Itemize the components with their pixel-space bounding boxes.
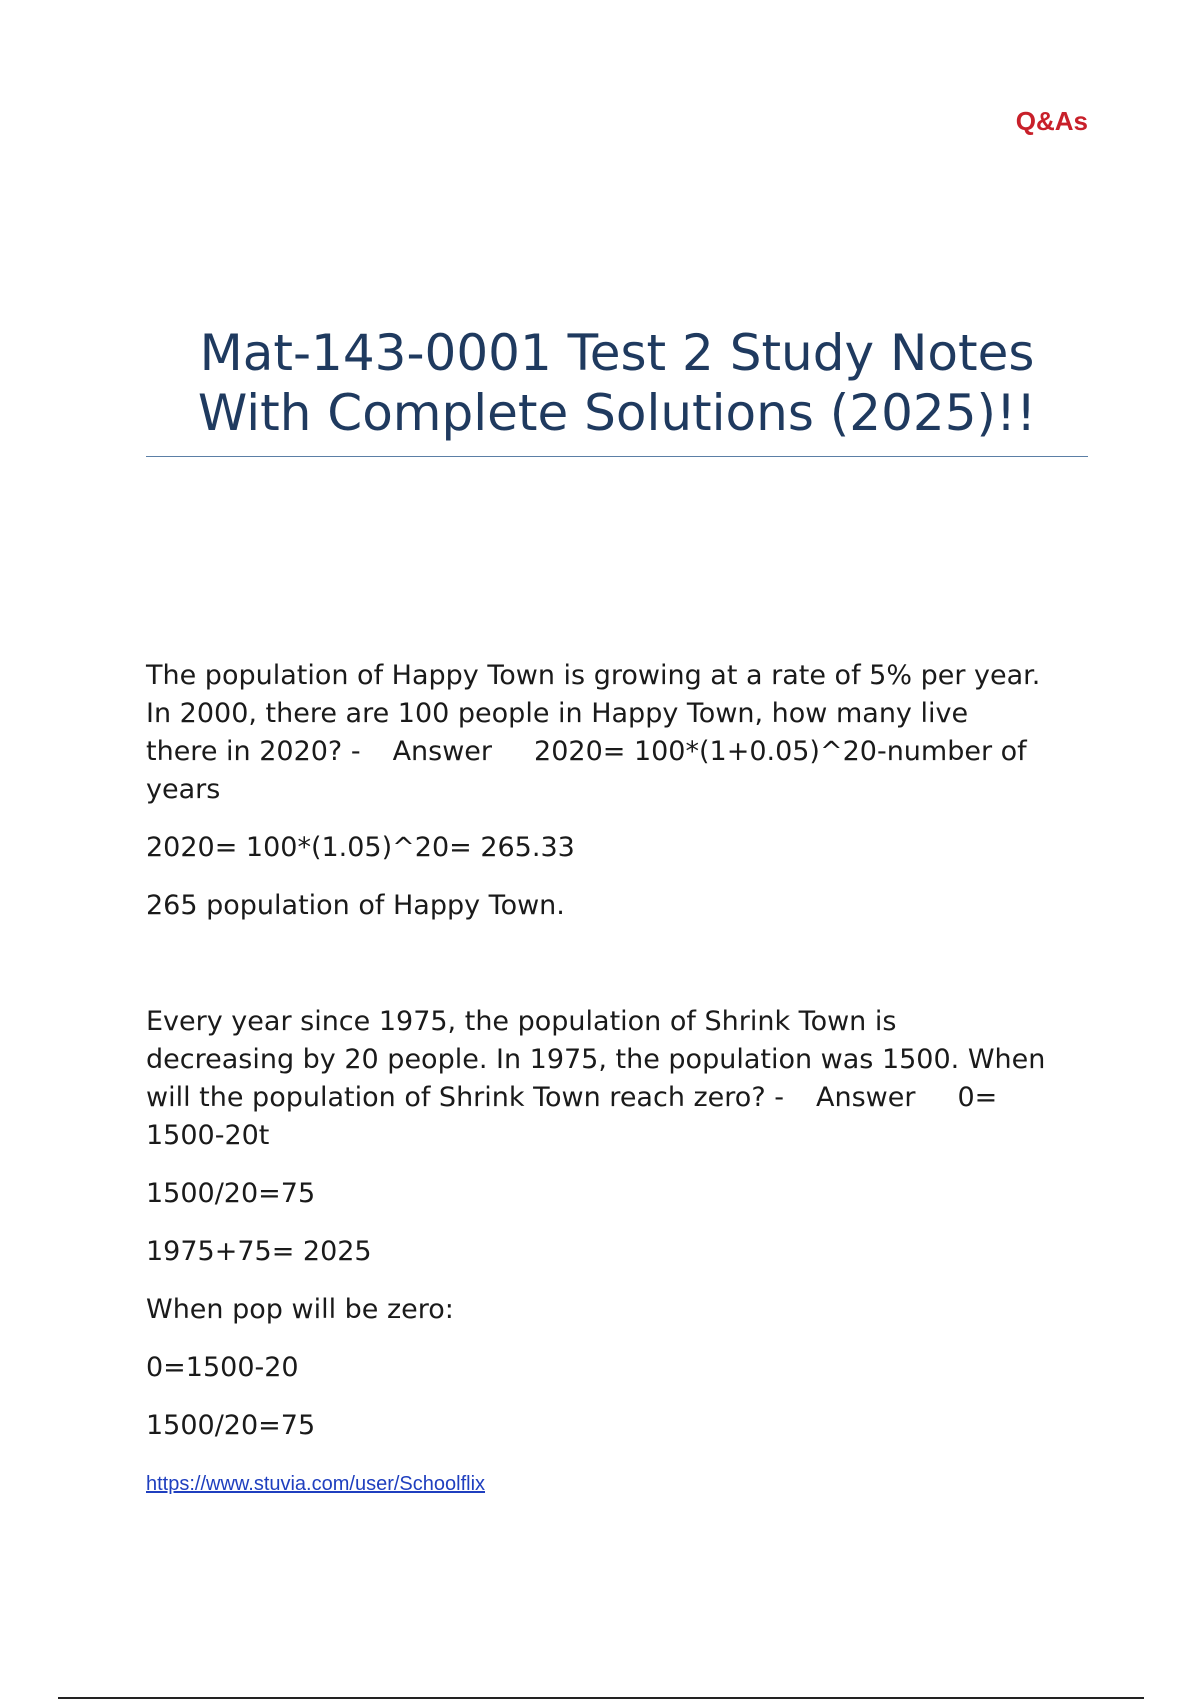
answer-step: 1500/20=75 — [146, 1178, 316, 1209]
answer-step: 1975+75= 2025 — [146, 1236, 372, 1267]
question-1 — [146, 657, 1106, 809]
footer-divider — [58, 1697, 1144, 1699]
title-line-2: With Complete Solutions (2025)!! — [197, 384, 1037, 442]
answer-text: 0= — [957, 1082, 998, 1113]
answer-text: 2020= 100*(1+0.05)^20-number of — [534, 736, 1027, 767]
question-line: The population of Happy Town is growing at a rate of 5% per year. — [146, 660, 1041, 691]
question-line: will the population of Shrink Town reach zero? - — [146, 1082, 784, 1113]
source-link[interactable]: https://www.stuvia.com/user/Schoolflix — [146, 1473, 486, 1495]
question-line: there in 2020? - — [146, 736, 361, 767]
answer-label: Answer — [392, 736, 493, 767]
qa-item-1 — [146, 657, 1106, 945]
answer-label: Answer — [815, 1082, 916, 1113]
question-line: decreasing by 20 people. In 1975, the population was 1500. When — [146, 1044, 1046, 1075]
question-line: In 2000, there are 100 people in Happy Town, how many live — [146, 698, 969, 729]
document-title — [146, 323, 1088, 443]
qa-tag: Q&As — [1015, 106, 1088, 136]
answer-step: When pop will be zero: — [146, 1294, 454, 1325]
answer-step: 0=1500-20 — [146, 1352, 299, 1383]
qa-item-2 — [146, 1003, 1106, 1465]
answer-text-wrap: 1500-20t — [146, 1120, 270, 1151]
answer-text-wrap: years — [146, 774, 221, 805]
answer-step: 2020= 100*(1.05)^20= 265.33 — [146, 832, 575, 863]
title-line-1: Mat-143-0001 Test 2 Study Notes — [199, 324, 1035, 382]
answer-step: 1500/20=75 — [146, 1410, 316, 1441]
answer-step: 265 population of Happy Town. — [146, 890, 565, 921]
question-line: Every year since 1975, the population of Shrink Town is — [146, 1006, 897, 1037]
title-underline — [146, 456, 1088, 457]
question-2 — [146, 1003, 1106, 1155]
